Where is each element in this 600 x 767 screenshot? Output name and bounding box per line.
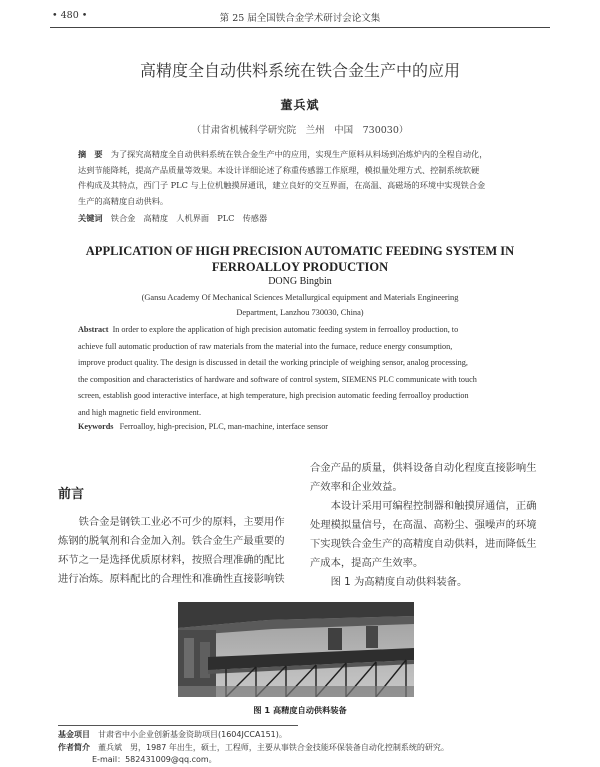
keywords-cn-text: 铁合金 高精度 人机界面 PLC 传感器 <box>110 213 268 223</box>
keywords-cn-label: 关键词 <box>78 213 103 223</box>
abstract-en-line: achieve full automatic production of raw materials from the material into the furnace, reduce energy consumption, <box>78 341 453 351</box>
body-line: 炼钢的脱氧剂和合金加入剂。铁合金生产最重要的 <box>58 535 285 547</box>
affiliation-cn: （甘肃省机械科学研究院 兰州 中国 730030） <box>191 125 409 136</box>
paper-title-cn: 高精度全自动供料系统在铁合金生产中的应用 <box>139 61 460 80</box>
page-number: • 480 • <box>52 10 88 21</box>
body-line: 处理模拟量信号，在高温、高粉尘、强噪声的环境 <box>310 519 537 531</box>
keywords-en <box>78 419 328 436</box>
fund-label: 基金项目 <box>58 730 90 739</box>
footnote-rule <box>58 725 298 726</box>
journal-header: 第 25 届全国铁合金学术研讨会论文集 <box>219 13 381 24</box>
affiliation-en-line: (Gansu Academy Of Mechanical Sciences Metallurgical equipment and Materials Engineering <box>141 293 459 302</box>
keywords-en-text: Ferroalloy, high-precision, PLC, man-machine, interface sensor <box>119 422 329 431</box>
paper-title-en <box>70 243 530 275</box>
body-line: 下实现铁合金生产的高精度自动供料，进而降低生 <box>310 538 537 550</box>
abstract-cn-line: 达到节能降耗，提高产品质量等效果。本设计详细论述了称重传感器工作原理，模拟量处理方式、控制系统软硬 <box>78 164 480 175</box>
abstract-cn <box>78 147 536 209</box>
body-line: 合金产品的质量，供料设备自动化程度直接影响生 <box>310 462 537 474</box>
feeding-equipment-image <box>178 602 414 697</box>
body-line: 图 1 为高精度自动供料装备。 <box>310 576 468 588</box>
paper-title-en-line: FERROALLOY PRODUCTION <box>211 260 389 274</box>
keywords-en-label: Keywords <box>78 422 114 431</box>
abstract-en-line: improve product quality. The design is discussed in detail the working principle of weighing sensor, analog processing, <box>78 358 468 367</box>
figure-caption: 图 1 高精度自动供料装备 <box>253 705 347 715</box>
body-line: 产成本，提高产生效率。 <box>310 557 424 569</box>
abstract-cn-line: 生产的高精度自动供料。 <box>78 195 169 206</box>
abstract-en-line: In order to explore the application of high precision automatic feeding system in ferroalloy production, to <box>112 325 459 334</box>
affiliation-en-line: Department, Lanzhou 730030, China) <box>236 308 364 317</box>
paper-title-en-line: APPLICATION OF HIGH PRECISION AUTOMATIC FEEDING SYSTEM IN <box>85 244 515 258</box>
body-line: 进行冶炼。原料配比的合理性和准确性直接影响铁 <box>58 573 285 585</box>
abstract-cn-line: 件构成及其特点，西门子 PLC 与上位机触摸屏通讯，建立良好的交互界面，在高温、高磁场的环境中实现铁合金 <box>78 180 486 190</box>
body-left-column <box>58 513 298 589</box>
author-bio-text: 董兵斌 男，1987 年出生，硕士，工程师，主要从事铁合金技能环保装备自动化控制系统的研究。 <box>98 742 449 752</box>
body-line: 产效率和企业效益。 <box>310 481 403 493</box>
section-heading: 前言 <box>58 487 85 502</box>
abstract-en <box>78 322 536 421</box>
fund-text: 甘肃省中小企业创新基金资助项目(1604JCCA151)。 <box>98 730 287 739</box>
body-right-column <box>310 459 550 592</box>
author-bio-label: 作者简介 <box>58 742 90 752</box>
author-email: E-mail：582431009@qq.com。 <box>92 755 217 764</box>
abstract-en-line: and high magnetic field environment. <box>78 407 202 417</box>
abstract-cn-label: 摘 要 <box>78 149 103 159</box>
abstract-en-line: screen, establish good interactive interface, at high temperature, high precision automatic feeding ferroalloy production <box>78 391 469 400</box>
header-rule <box>50 27 550 28</box>
keywords-cn <box>78 213 267 224</box>
author-en: DONG Bingbin <box>268 276 332 287</box>
body-line: 环节之一是选择优质原材料，按照合理准确的配比 <box>58 554 285 566</box>
abstract-en-label: Abstract <box>78 325 109 334</box>
footnotes <box>58 729 558 767</box>
abstract-en-line: the composition and characteristics of hardware and software of control system, SIEMENS PLC communicate with touch <box>78 374 477 384</box>
abstract-cn-line: 为了探究高精度全自动供料系统在铁合金生产中的应用，实现生产原料从料场到冶炼炉内的全程自动化， <box>110 149 488 159</box>
figure-photo <box>178 602 414 697</box>
body-line: 铁合金是钢铁工业必不可少的原料，主要用作 <box>58 516 285 528</box>
author-cn: 董兵斌 <box>280 98 320 112</box>
body-line: 本设计采用可编程控制器和触摸屏通信，正确 <box>310 500 537 512</box>
